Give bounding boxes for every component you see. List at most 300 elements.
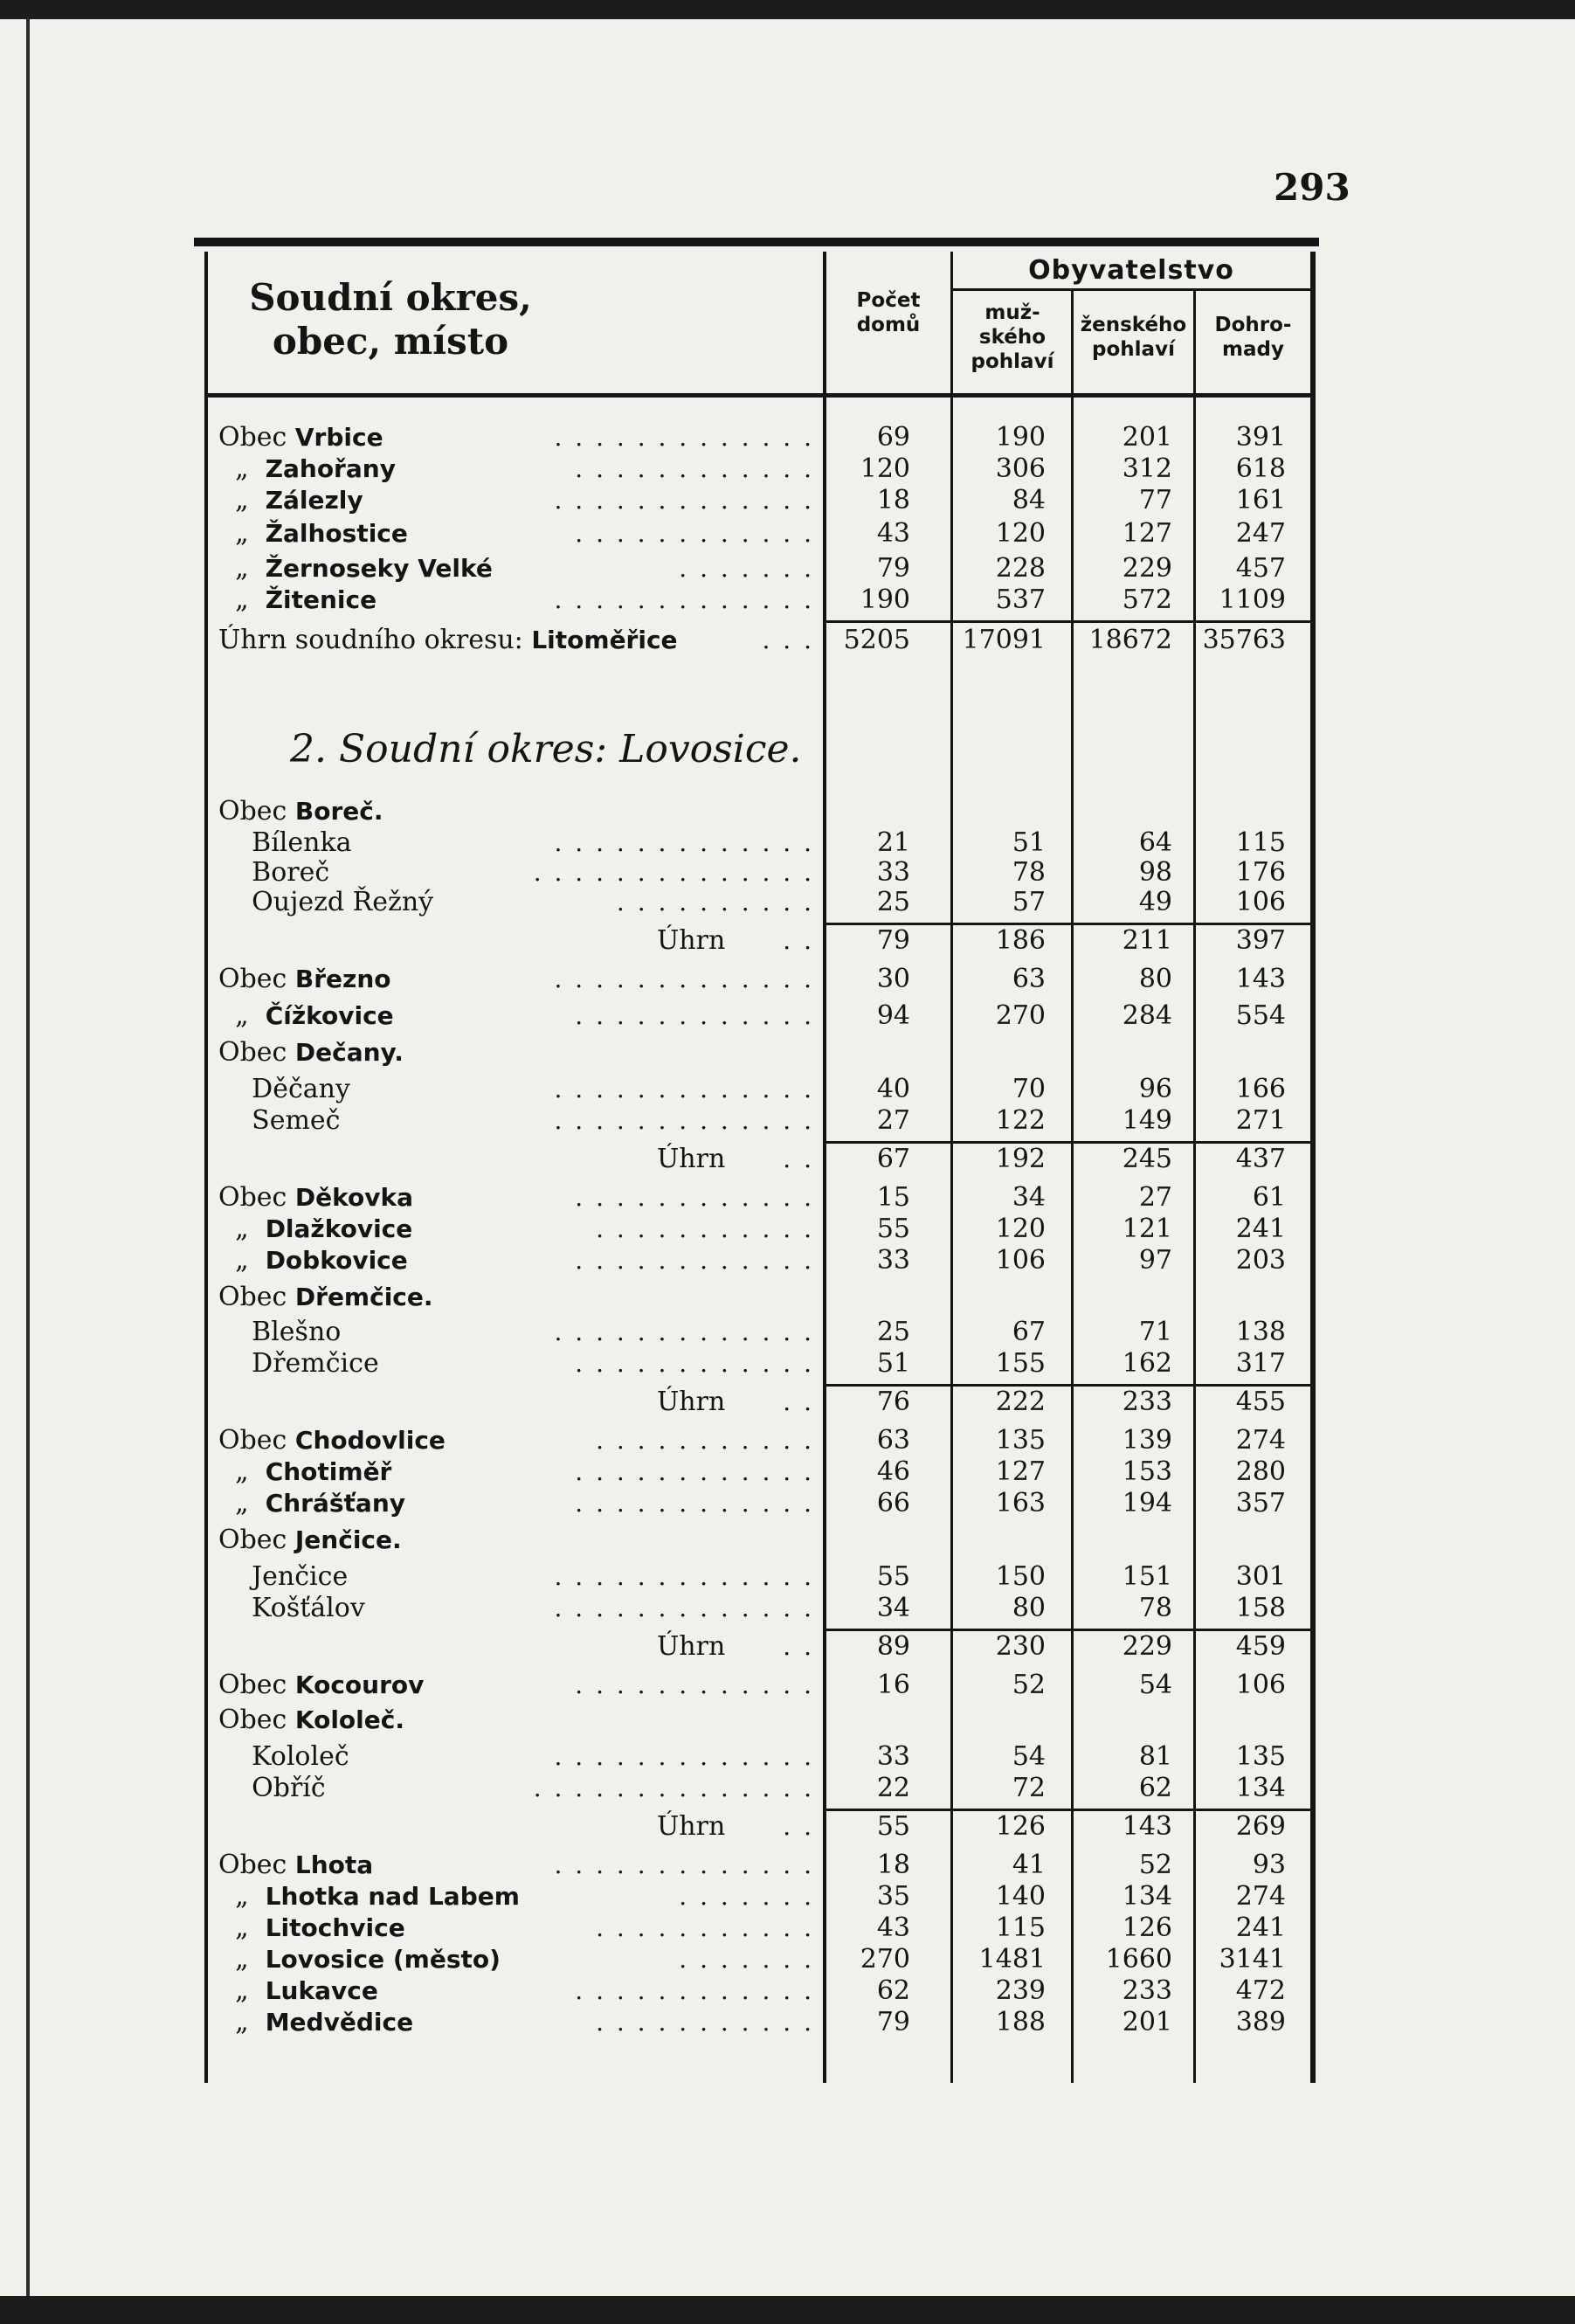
cell-houses: 34 <box>876 1593 910 1623</box>
cell-female: 284 <box>1122 1000 1172 1031</box>
cell-female: 201 <box>1122 422 1172 453</box>
cell-total: 61 <box>1252 1182 1286 1213</box>
table-row <box>194 965 1319 994</box>
cell-houses: 46 <box>876 1456 910 1487</box>
row-name: Litochvice <box>265 1913 405 1942</box>
cell-female: 162 <box>1122 1348 1172 1379</box>
cell-total: 138 <box>1235 1317 1286 1347</box>
row-prefix: „ <box>218 518 266 549</box>
cell-female: 149 <box>1122 1105 1172 1136</box>
row-prefix: „ <box>218 1245 266 1276</box>
row-name: Lovosice (město) <box>265 1945 501 1974</box>
table-row <box>194 1742 1319 1772</box>
row-prefix: „ <box>218 2007 266 2037</box>
row-prefix: Úhrn soudního okresu: <box>218 625 532 655</box>
leader-dots: . . . . . . . . . . . . . <box>554 1075 814 1103</box>
cell-female: 52 <box>1138 1850 1172 1880</box>
cell-total: 1109 <box>1219 584 1286 615</box>
cell-houses: 33 <box>876 857 910 888</box>
table-row <box>194 1075 1319 1104</box>
cell-male: 78 <box>1012 857 1046 888</box>
cell-houses: 89 <box>876 1631 910 1662</box>
cell-houses: 79 <box>876 553 910 584</box>
cell-total: 134 <box>1235 1773 1286 1803</box>
leader-dots: . . . . . . . . . . . <box>596 1426 814 1455</box>
row-label <box>218 1038 404 1068</box>
cell-houses: 40 <box>876 1074 910 1104</box>
leader-dots: . . <box>783 1632 814 1661</box>
cell-total: 271 <box>1235 1105 1286 1136</box>
row-name: Kololeč <box>252 1741 349 1772</box>
cell-total: 176 <box>1235 857 1286 888</box>
cell-total: 472 <box>1235 1975 1286 2006</box>
cell-total: 618 <box>1235 453 1286 484</box>
row-name: Boreč <box>252 857 330 888</box>
cell-female: 229 <box>1122 1631 1172 1662</box>
cell-houses: 76 <box>876 1387 910 1417</box>
row-name: Medvědice <box>265 2008 414 2037</box>
cell-female: 97 <box>1138 1245 1172 1276</box>
cell-male: 54 <box>1012 1741 1046 1772</box>
cell-female: 572 <box>1122 584 1172 615</box>
leader-dots: . . . . . . . . . . . . <box>575 1001 814 1030</box>
cell-houses: 94 <box>876 1000 910 1031</box>
cell-female: 54 <box>1138 1670 1172 1700</box>
row-prefix: Obec <box>218 1850 295 1880</box>
cell-houses: 55 <box>876 1214 910 1244</box>
cell-male: 17091 <box>962 625 1046 655</box>
row-name: Boreč. <box>294 797 383 826</box>
leader-dots: . . . . . . . . . . . . . <box>554 828 814 857</box>
leader-dots: . . . . . . . . . . . . . <box>554 1562 814 1591</box>
table-row <box>194 858 1319 888</box>
cell-female: 18672 <box>1088 625 1172 655</box>
cell-female: 71 <box>1138 1317 1172 1347</box>
book-spine-edge <box>26 19 30 2296</box>
cell-houses: 79 <box>876 925 910 956</box>
table-row <box>194 554 1319 584</box>
cell-total: 274 <box>1235 1425 1286 1456</box>
cell-male: 120 <box>995 1214 1046 1244</box>
row-label <box>218 1705 404 1735</box>
cell-female: 98 <box>1138 857 1172 888</box>
table-row <box>194 1457 1319 1487</box>
cell-male: 41 <box>1012 1850 1046 1880</box>
header-bottom-rule <box>204 393 1314 398</box>
row-prefix: „ <box>218 553 266 584</box>
cell-female: 312 <box>1122 453 1172 484</box>
row-name: Žitenice <box>265 585 377 614</box>
cell-houses: 120 <box>860 453 910 484</box>
cell-houses: 79 <box>876 2007 910 2037</box>
cell-total: 106 <box>1235 887 1286 917</box>
row-prefix: Obec <box>218 796 295 827</box>
cell-female: 151 <box>1122 1561 1172 1592</box>
scan-border-bottom <box>0 2296 1575 2324</box>
cell-female: 78 <box>1138 1593 1172 1623</box>
cell-houses: 62 <box>876 1975 910 2006</box>
cell-female: 77 <box>1138 485 1172 515</box>
table-row <box>194 1632 1319 1662</box>
cell-female: 64 <box>1138 827 1172 858</box>
table-row <box>194 1318 1319 1347</box>
table-row <box>194 1283 1319 1312</box>
row-prefix: Obec <box>218 964 295 994</box>
row-prefix: Obec <box>218 1425 295 1456</box>
row-prefix: „ <box>218 584 266 615</box>
cell-male: 120 <box>995 518 1046 549</box>
row-label <box>218 797 383 827</box>
leader-dots: . . . . . . . . . . . . . <box>554 423 814 452</box>
row-name: Úhrn <box>657 1631 726 1662</box>
cell-male: 80 <box>1012 1593 1046 1623</box>
cell-total: 274 <box>1235 1881 1286 1912</box>
leader-dots: . . . <box>762 626 814 654</box>
table-row <box>194 486 1319 515</box>
row-name: Kocourov <box>294 1670 425 1699</box>
leader-dots: . . . . . . . . . . . . <box>575 1349 814 1378</box>
cell-male: 135 <box>995 1425 1046 1456</box>
row-name: Dobkovice <box>265 1246 408 1275</box>
cell-total: 457 <box>1235 553 1286 584</box>
header-district-line1: Soudní okres, <box>249 276 532 319</box>
table-row <box>194 1349 1319 1379</box>
cell-male: 192 <box>995 1144 1046 1174</box>
row-name: Zálezly <box>265 486 363 515</box>
row-prefix: „ <box>218 1488 266 1518</box>
row-name: Košťálov <box>252 1593 365 1623</box>
leader-dots: . . <box>783 1812 814 1841</box>
table-row <box>194 1594 1319 1623</box>
row-name: Chodovlice <box>294 1426 446 1455</box>
cell-total: 3141 <box>1219 1944 1286 1975</box>
leader-dots: . . . . . . . . . . . <box>596 1214 814 1243</box>
cell-female: 211 <box>1122 925 1172 956</box>
cell-female: 194 <box>1122 1488 1172 1518</box>
table-row <box>194 1913 1319 1943</box>
row-prefix: „ <box>218 1456 266 1487</box>
cell-houses: 190 <box>860 584 910 615</box>
table-row <box>194 1882 1319 1912</box>
table-row <box>194 1562 1319 1592</box>
cell-male: 72 <box>1012 1773 1046 1803</box>
header-female: ženského pohlaví <box>1080 314 1187 361</box>
row-name: Děčany <box>252 1074 350 1104</box>
cell-houses: 35 <box>876 1881 910 1912</box>
row-name: Úhrn <box>657 1811 726 1842</box>
row-prefix: „ <box>218 485 266 515</box>
cell-total: 247 <box>1235 518 1286 549</box>
cell-total: 203 <box>1235 1245 1286 1276</box>
table-row <box>194 797 1319 827</box>
cell-male: 126 <box>995 1811 1046 1842</box>
cell-houses: 30 <box>876 964 910 994</box>
row-prefix: Obec <box>218 1037 295 1068</box>
cell-houses: 51 <box>876 1348 910 1379</box>
table-row <box>194 1183 1319 1213</box>
population-group-rule <box>950 288 1312 291</box>
leader-dots: . . . . . . . . . . . . <box>575 1976 814 2005</box>
table-row <box>194 1774 1319 1803</box>
cell-male: 190 <box>995 422 1046 453</box>
row-name: Zahořany <box>265 454 396 483</box>
row-name: Dlažkovice <box>265 1214 413 1243</box>
table-row <box>194 926 1319 956</box>
cell-male: 115 <box>995 1912 1046 1943</box>
leader-dots: . . . . . . . . . . . . <box>575 1457 814 1486</box>
header-total: Dohro- mady <box>1214 314 1292 361</box>
leader-dots: . . . . . . . . . . . . <box>575 454 814 483</box>
cell-houses: 18 <box>876 485 910 515</box>
row-prefix: „ <box>218 1944 266 1975</box>
table-row <box>194 423 1319 453</box>
cell-male: 306 <box>995 453 1046 484</box>
cell-male: 106 <box>995 1245 1046 1276</box>
leader-dots: . . <box>783 1145 814 1173</box>
leader-dots: . . <box>783 1387 814 1416</box>
row-name: Dřemčice. <box>294 1283 433 1311</box>
table-row <box>194 1670 1319 1700</box>
row-name: Litoměřice <box>531 626 678 654</box>
cell-houses: 21 <box>876 827 910 858</box>
table-row <box>194 1387 1319 1417</box>
cell-male: 52 <box>1012 1670 1046 1700</box>
cell-houses: 66 <box>876 1488 910 1518</box>
row-prefix: Obec <box>218 422 295 453</box>
row-name: Dečany. <box>294 1038 404 1067</box>
cell-total: 135 <box>1235 1741 1286 1772</box>
cell-male: 150 <box>995 1561 1046 1592</box>
table-row <box>194 888 1319 917</box>
table-row <box>194 1246 1319 1276</box>
cell-male: 186 <box>995 925 1046 956</box>
table-row <box>194 1976 1319 2006</box>
row-name: Chotiměř <box>265 1457 392 1486</box>
table-row <box>194 1525 1319 1555</box>
cell-total: 357 <box>1235 1488 1286 1518</box>
cell-houses: 43 <box>876 1912 910 1943</box>
row-name: Jenčice. <box>294 1525 402 1554</box>
cell-male: 51 <box>1012 827 1046 858</box>
cell-female: 139 <box>1122 1425 1172 1456</box>
table-top-rule <box>194 238 1319 246</box>
cell-houses: 67 <box>876 1144 910 1174</box>
row-name: Semeč <box>252 1105 341 1136</box>
row-name: Úhrn <box>657 925 726 956</box>
row-name: Obříč <box>252 1773 326 1803</box>
row-prefix: „ <box>218 1000 266 1031</box>
cell-female: 1660 <box>1105 1944 1172 1975</box>
cell-houses: 55 <box>876 1811 910 1842</box>
cell-total: 391 <box>1235 422 1286 453</box>
cell-female: 127 <box>1122 518 1172 549</box>
leader-dots: . . . . . . . . . . . . . . <box>533 858 814 887</box>
cell-male: 127 <box>995 1456 1046 1487</box>
cell-female: 229 <box>1122 553 1172 584</box>
leader-dots: . . . . . . . <box>679 1882 814 1911</box>
cell-houses: 25 <box>876 887 910 917</box>
cell-female: 62 <box>1138 1773 1172 1803</box>
row-prefix: „ <box>218 453 266 484</box>
row-prefix: „ <box>218 1975 266 2006</box>
cell-houses: 18 <box>876 1850 910 1880</box>
cell-total: 115 <box>1235 827 1286 858</box>
table-row <box>194 519 1319 549</box>
row-name: Chrášťany <box>265 1489 406 1518</box>
cell-houses: 270 <box>860 1944 910 1975</box>
table-row <box>194 828 1319 858</box>
row-name: Oujezd Řežný <box>252 887 434 917</box>
cell-total: 161 <box>1235 485 1286 515</box>
cell-male: 228 <box>995 553 1046 584</box>
row-prefix: Obec <box>218 1670 295 1700</box>
cell-male: 57 <box>1012 887 1046 917</box>
cell-female: 233 <box>1122 1975 1172 2006</box>
leader-dots: . . <box>783 926 814 955</box>
leader-dots: . . . . . . . . . . . . . <box>554 1318 814 1346</box>
cell-female: 143 <box>1122 1811 1172 1842</box>
cell-total: 437 <box>1235 1144 1286 1174</box>
leader-dots: . . . . . . . . . . . . <box>575 1183 814 1212</box>
row-name: Lukavce <box>265 1976 378 2005</box>
row-name: Blešno <box>252 1317 342 1347</box>
cell-total: 459 <box>1235 1631 1286 1662</box>
table-row <box>194 626 1319 655</box>
leader-dots: . . . . . . . . . . <box>616 888 814 916</box>
row-prefix: Obec <box>218 1525 295 1555</box>
leader-dots: . . . . . . . . . . . . . <box>554 965 814 993</box>
row-name: Dřemčice <box>252 1348 379 1379</box>
row-label <box>218 1283 433 1312</box>
cell-houses: 22 <box>876 1773 910 1803</box>
row-name: Lhota <box>294 1850 374 1879</box>
cell-total: 241 <box>1235 1912 1286 1943</box>
cell-male: 239 <box>995 1975 1046 2006</box>
header-population: Obyvatelstvo <box>1028 255 1234 286</box>
cell-houses: 15 <box>876 1182 910 1213</box>
scan-border-top <box>0 0 1575 19</box>
leader-dots: . . . . . . . . . . . . <box>575 519 814 548</box>
cell-total: 317 <box>1235 1348 1286 1379</box>
row-prefix: „ <box>218 1214 266 1244</box>
row-name: Březno <box>294 965 391 993</box>
cell-houses: 69 <box>876 422 910 453</box>
table-row <box>194 1945 1319 1975</box>
row-name: Lhotka nad Labem <box>265 1882 520 1911</box>
cell-total: 106 <box>1235 1670 1286 1700</box>
header-male: muž- ského pohlaví <box>971 301 1054 373</box>
leader-dots: . . . . . . . . . . . . . <box>554 486 814 515</box>
leader-dots: . . . . . . . . . . . . <box>575 1489 814 1518</box>
row-name: Děkovka <box>294 1183 413 1212</box>
leader-dots: . . . . . . . <box>679 1945 814 1974</box>
row-prefix: Obec <box>218 1705 295 1735</box>
page-number: 293 <box>1274 166 1350 209</box>
cell-male: 63 <box>1012 964 1046 994</box>
row-name: Čížkovice <box>265 1001 394 1030</box>
row-name: Žalhostice <box>265 519 408 548</box>
cell-male: 222 <box>995 1387 1046 1417</box>
cell-male: 34 <box>1012 1182 1046 1213</box>
cell-houses: 25 <box>876 1317 910 1347</box>
cell-female: 96 <box>1138 1074 1172 1104</box>
cell-female: 126 <box>1122 1912 1172 1943</box>
leader-dots: . . . . . . . . . . . . <box>575 1670 814 1699</box>
table-row <box>194 454 1319 484</box>
section-title: 2. Soudní okres: Lovosice. <box>290 727 802 771</box>
cell-male: 122 <box>995 1105 1046 1136</box>
table-row <box>194 1426 1319 1456</box>
row-label <box>218 1525 402 1555</box>
table-row <box>194 585 1319 615</box>
cell-houses: 27 <box>876 1105 910 1136</box>
leader-dots: . . . . . . . . . . . <box>596 1913 814 1942</box>
cell-male: 1481 <box>978 1944 1046 1975</box>
cell-female: 27 <box>1138 1182 1172 1213</box>
cell-female: 121 <box>1122 1214 1172 1244</box>
leader-dots: . . . . . . . . . . . <box>596 2008 814 2037</box>
cell-houses: 16 <box>876 1670 910 1700</box>
cell-total: 158 <box>1235 1593 1286 1623</box>
leader-dots: . . . . . . . . . . . . . <box>554 1850 814 1879</box>
cell-male: 155 <box>995 1348 1046 1379</box>
population-table <box>194 238 1319 2083</box>
row-prefix: Obec <box>218 1282 295 1312</box>
leader-dots: . . . . . . . . . . . . . <box>554 1742 814 1771</box>
header-houses: Počet domů <box>856 289 921 336</box>
row-prefix: „ <box>218 1912 266 1943</box>
cell-male: 70 <box>1012 1074 1046 1104</box>
row-name: Úhrn <box>657 1144 726 1174</box>
table-row <box>194 1106 1319 1136</box>
cell-female: 233 <box>1122 1387 1172 1417</box>
cell-houses: 5205 <box>843 625 910 655</box>
cell-total: 455 <box>1235 1387 1286 1417</box>
table-row <box>194 1214 1319 1244</box>
district-total-rule <box>823 620 1312 623</box>
cell-total: 554 <box>1235 1000 1286 1031</box>
cell-total: 166 <box>1235 1074 1286 1104</box>
table-row <box>194 1850 1319 1880</box>
leader-dots: . . . . . . . <box>679 554 814 583</box>
leader-dots: . . . . . . . . . . . . . <box>554 1106 814 1135</box>
cell-female: 201 <box>1122 2007 1172 2037</box>
cell-female: 80 <box>1138 964 1172 994</box>
table-row <box>194 1705 1319 1735</box>
leader-dots: . . . . . . . . . . . . . <box>554 1594 814 1622</box>
cell-female: 81 <box>1138 1741 1172 1772</box>
cell-male: 84 <box>1012 485 1046 515</box>
cell-female: 245 <box>1122 1144 1172 1174</box>
cell-houses: 43 <box>876 518 910 549</box>
cell-male: 270 <box>995 1000 1046 1031</box>
cell-total: 301 <box>1235 1561 1286 1592</box>
row-name: Žernoseky Velké <box>265 554 493 583</box>
cell-total: 280 <box>1235 1456 1286 1487</box>
cell-total: 241 <box>1235 1214 1286 1244</box>
row-name: Bílenka <box>252 827 352 858</box>
cell-total: 269 <box>1235 1811 1286 1842</box>
table-row <box>194 2008 1319 2037</box>
cell-total: 389 <box>1235 2007 1286 2037</box>
cell-total: 93 <box>1252 1850 1286 1880</box>
cell-male: 140 <box>995 1881 1046 1912</box>
cell-male: 230 <box>995 1631 1046 1662</box>
row-prefix: Obec <box>218 1182 295 1213</box>
row-prefix: „ <box>218 1881 266 1912</box>
cell-houses: 55 <box>876 1561 910 1592</box>
cell-male: 163 <box>995 1488 1046 1518</box>
